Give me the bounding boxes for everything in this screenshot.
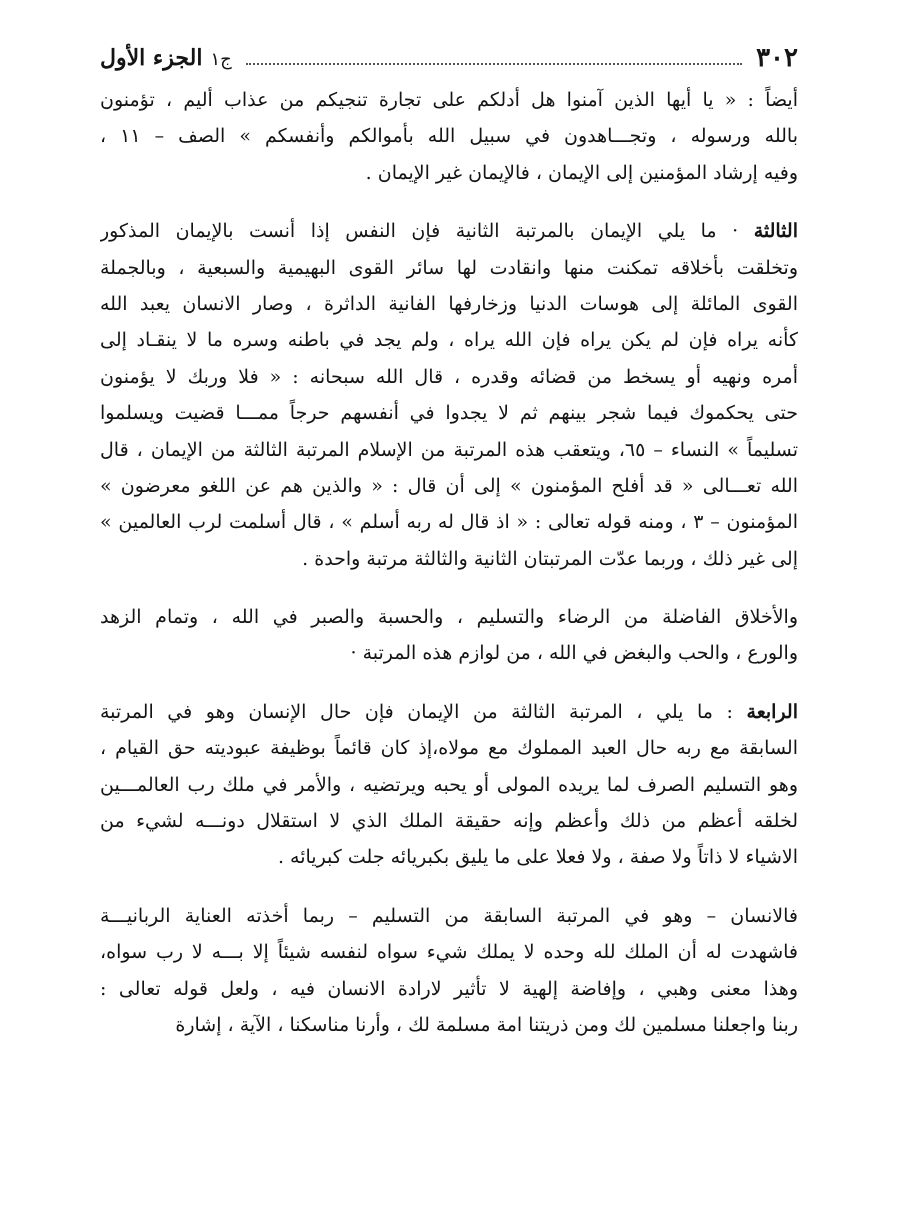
line-text: : ما يلي ، المرتبة الثالثة من الإيمان فإن حال الإنسان وهو في المرتبة xyxy=(100,700,747,723)
line-text: والأخلاق الفاضلة من الرضاء والتسليم ، والحسبة والصبر في الله ، وتمام الزهد xyxy=(100,606,798,629)
line-text: إلى غير ذلك ، وربما عدّت المرتبتان الثانية والثالثة مرتبة واحدة . xyxy=(302,547,798,570)
page-header xyxy=(100,38,798,78)
text-line xyxy=(100,934,798,970)
line-text: بالله ورسوله ، وتجـــاهدون في سبيل الله بأموالكم وأنفسكم » الصف – ١١ ، xyxy=(100,125,798,148)
line-text: والورع ، والحب والبغض في الله ، من لوازم هذه المرتبة · xyxy=(350,642,798,665)
line-text: وفيه إرشاد المؤمنين إلى الإيمان ، فالإيمان غير الإيمان . xyxy=(365,161,798,184)
line-text: فاشهدت له أن الملك لله وحده لا يملك شيء سواه لنفسه شيئاً إلا بـــه لا رب سواه، xyxy=(100,941,798,964)
line-text: أيضاً : « يا أيها الذين آمنوا هل أدلكم على تجارة تنجيكم من عذاب أليم ، تؤمنون xyxy=(100,89,798,111)
line-text: المؤمنون – ٣ ، ومنه قوله تعالى : « اذ قال له ربه أسلم » ، قال أسلمت لرب العالمين » xyxy=(100,511,798,534)
text-line xyxy=(100,432,798,468)
line-text: وهو التسليم الصرف لما يريده المولى أو يحبه ويرتضيه ، والأمر في ملك رب العالمـــين xyxy=(100,773,798,796)
text-line xyxy=(100,322,798,358)
section-lead-word: الثالثة xyxy=(753,220,798,243)
text-line xyxy=(100,803,798,839)
header-dotted-leader xyxy=(246,63,742,65)
paragraph xyxy=(100,599,798,672)
line-text: لخلقه أعظم من ذلك وأعظم وإنه حقيقة الملك الذي لا استقلال دونـــه لشيء من xyxy=(100,810,798,833)
running-title xyxy=(100,45,232,71)
text-line xyxy=(100,359,798,395)
line-text: ربنا واجعلنا مسلمين لك ومن ذريتنا امة مسلمة لك ، وأرنا مناسكنا ، الآية ، إشارة xyxy=(175,1013,798,1036)
text-line xyxy=(100,155,798,191)
text-line xyxy=(100,599,798,635)
line-text: أمره ونهيه أو يسخط من قضائه وقدره ، قال الله سبحانه : « فلا وربك لا يؤمنون xyxy=(100,365,798,388)
line-text: الله تعـــالى « قد أفلح المؤمنون » إلى أن قال : « والذين هم عن اللغو معرضون » xyxy=(100,474,798,497)
paragraph xyxy=(100,213,798,577)
line-text: الاشياء لا ذاتاً ولا صفة ، ولا فعلا على ما يليق بكبريائه جلت كبريائه . xyxy=(277,846,798,869)
text-line xyxy=(100,898,798,934)
text-line xyxy=(100,504,798,540)
paragraph xyxy=(100,898,798,1044)
line-text: تسليماً » النساء – ٦٥، ويتعقب هذه المرتبة من الإسلام المرتبة الثالثة من الإيمان ، قال xyxy=(100,438,798,461)
text-line xyxy=(100,635,798,671)
text-line xyxy=(100,1007,798,1043)
part-title: الجزء الأول xyxy=(100,45,203,71)
line-text: · ما يلي الإيمان بالمرتبة الثانية فإن النفس إذا أنست بالإيمان المذكور xyxy=(100,220,754,243)
text-line xyxy=(100,118,798,154)
line-text: فالانسان – وهو في المرتبة السابقة من التسليم – ربما أخذته العناية الربانيـــة xyxy=(100,904,798,927)
text-line xyxy=(100,767,798,803)
page-number: ٣٠٢ xyxy=(756,43,798,73)
text-line xyxy=(100,541,798,577)
text-line xyxy=(100,395,798,431)
text-line xyxy=(100,694,798,730)
page-body xyxy=(100,82,798,1043)
text-line xyxy=(100,839,798,875)
text-line xyxy=(100,971,798,1007)
text-line xyxy=(100,468,798,504)
line-text: كأنه يراه فإن لم يكن يراه فإن الله يراه ، ولم يجد في باطنه وسره ما لا ينقـاد إلى xyxy=(100,329,798,352)
line-text: حتى يحكموك فيما شجر بينهم ثم لا يجدوا في أنفسهم حرجاً ممـــا قضيت ويسلموا xyxy=(100,402,798,425)
paragraph xyxy=(100,82,798,191)
line-text: وتخلقت بأخلاقه تمكنت منها وانقادت لها سائر القوى البهيمية والسبعية ، وبالجملة xyxy=(100,256,798,279)
text-line xyxy=(100,286,798,322)
line-text: وهذا معنى وهبي ، وإفاضة إلهية لا تأثير لارادة الانسان فيه ، ولعل قوله تعالى : xyxy=(100,977,798,1000)
line-text: القوى المائلة إلى هوسات الدنيا وزخارفها الفانية الداثرة ، وصار الانسان يعبد الله xyxy=(100,292,798,315)
paragraph xyxy=(100,694,798,876)
section-lead-word: الرابعة xyxy=(746,700,798,723)
text-line xyxy=(100,730,798,766)
text-line xyxy=(100,213,798,249)
line-text: السابقة مع ربه حال العبد المملوك مع مولاه،إذ كان قائماً بوظيفة عبوديته حق القيام ، xyxy=(100,737,798,760)
text-line xyxy=(100,82,798,118)
volume-mark: ج١ xyxy=(210,49,232,70)
text-line xyxy=(100,250,798,286)
